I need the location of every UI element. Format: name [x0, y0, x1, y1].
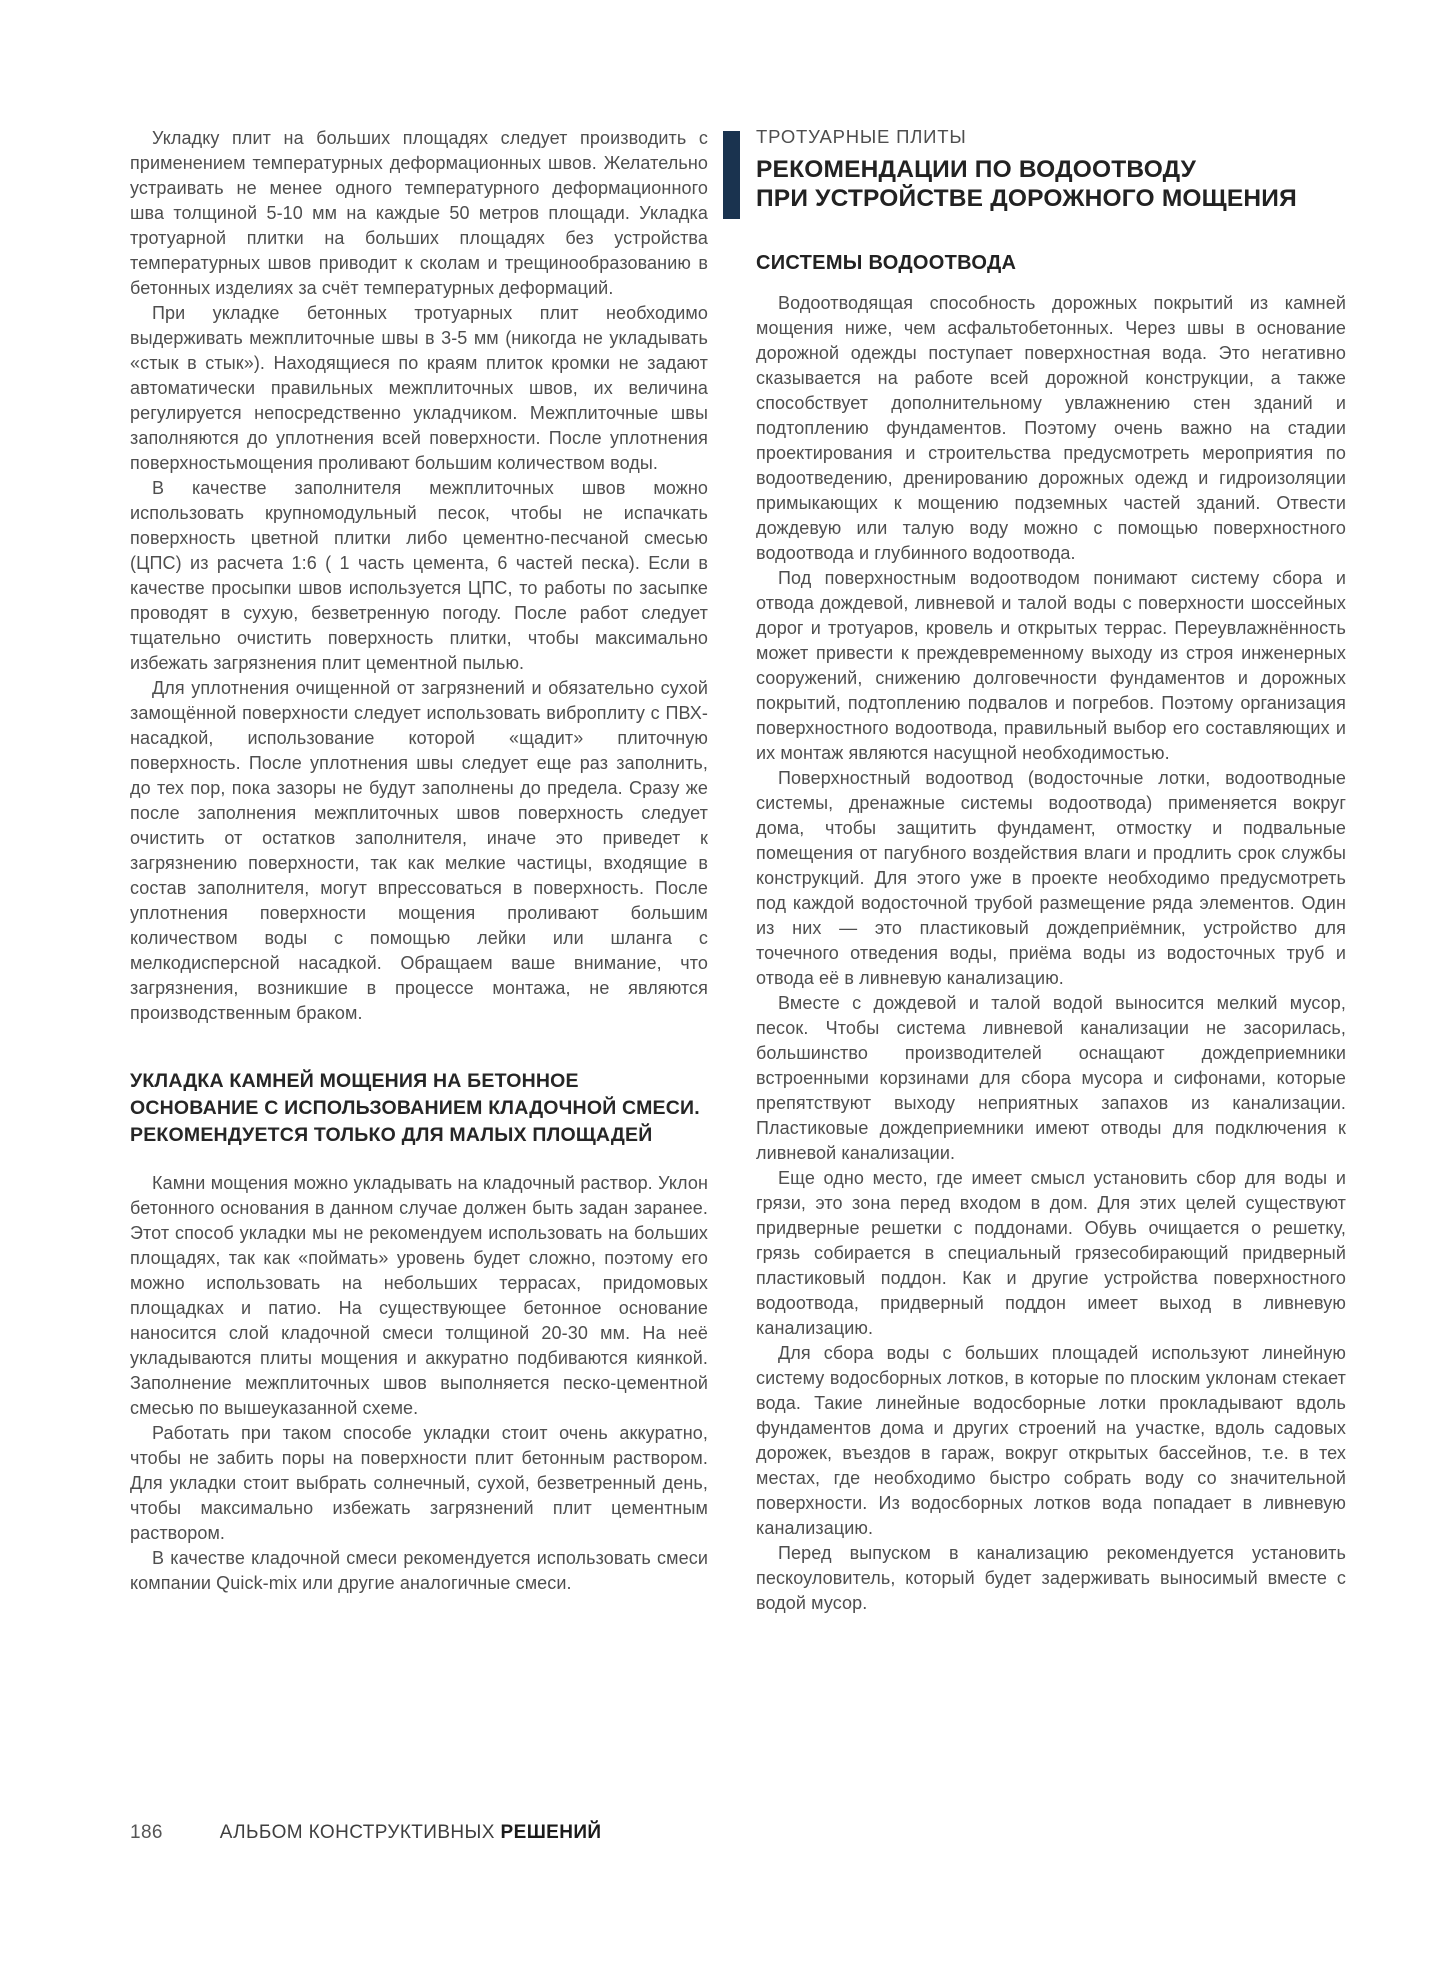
- article-header: [756, 126, 1346, 213]
- footer-book-title-bold: РЕШЕНИЙ: [500, 1822, 602, 1843]
- paragraph: Под поверхностным водоотводом понимают систему сбора и отвода дождевой, ливневой и талой воды с поверхности шоссейных дорог и тротуаров, кровель и открытых террас. Переувлажнённость может привести к преждевременному выходу из строя инженерных сооружений, снижению долговечности фундаментов и дорожных покрытий, подтоплению подвалов и погребов. Поэтому организация поверхностного водоотвода, правильный выбор его составляющих и их монтаж являются насущной необходимостью.: [756, 568, 1346, 763]
- subheading-line: УКЛАДКА КАМНЕЙ МОЩЕНИЯ НА БЕТОННОЕ: [130, 1070, 579, 1092]
- paragraph: Вместе с дождевой и талой водой выносится мелкий мусор, песок. Чтобы система ливневой канализации не засорилась, большинство производителей оснащают дождеприемники встроенными корзинами для сбора мусора и сифонами, которые препятствуют выходу неприятных запахов из канализации. Пластиковые дождеприемники имеют отводы для подключения к ливневой канализации.: [756, 993, 1346, 1163]
- article-title: [756, 155, 1346, 213]
- left-column: [130, 126, 708, 1596]
- section-heading: СИСТЕМЫ ВОДООТВОДА: [756, 252, 1017, 274]
- paragraph: При укладке бетонных тротуарных плит необходимо выдерживать межплиточные швы в 3-5 мм (никогда не укладывать «стык в стык»). Находящиеся по краям плиток кромки не задают автоматически правильных межплиточных швов, их величина регулируется непосредственно укладчиком. Межплиточные швы заполняются до уплотнения всей поверхности. После уплотнения поверхностьмощения проливают большим количеством воды.: [130, 303, 708, 473]
- paragraph: Работать при таком способе укладки стоит очень аккуратно, чтобы не забить поры на поверхности плит бетонным раствором. Для укладки стоит выбрать солнечный, сухой, безветренный день, чтобы максимально избежать загрязнений плит цементным раствором.: [130, 1423, 708, 1543]
- paragraph: Перед выпуском в канализацию рекомендуется установить пескоуловитель, который будет задерживать выносимый вместе с водой мусор.: [756, 1543, 1346, 1613]
- subheading-line: ОСНОВАНИЕ С ИСПОЛЬЗОВАНИЕМ КЛАДОЧНОЙ СМЕСИ.: [130, 1097, 700, 1119]
- paragraph: Для сбора воды с больших площадей используют линейную систему водосборных лотков, в которые по плоским уклонам стекает вода. Такие линейные водосборные лотки прокладывают вдоль фундаментов дома и других строений на участке, вдоль садовых дорожек, въездов в гараж, вокруг открытых бассейнов, т.е. в тех местах, где необходимо быстро собрать воду со значительной поверхности. Из водосборных лотков вода попадает в ливневую канализацию.: [756, 1343, 1346, 1538]
- paragraph: Поверхностный водоотвод (водосточные лотки, водоотводные системы, дренажные системы водоотвода) применяется вокруг дома, чтобы защитить фундамент, отмостку и подвальные помещения от пагубного воздействия влаги и продлить срок службы конструкций. Для этого уже в проекте необходимо предусмотреть под каждой водосточной трубой размещение ряда элементов. Один из них — это пластиковый дождеприёмник, устройство для точечного отведения воды, приёма воды из водосточных труб и отвода её в ливневую канализацию.: [756, 768, 1346, 988]
- title-line: ПРИ УСТРОЙСТВЕ ДОРОЖНОГО МОЩЕНИЯ: [756, 185, 1297, 212]
- page-number: 186: [130, 1822, 163, 1843]
- paragraph: В качестве заполнителя межплиточных швов можно использовать крупномодульный песок, чтобы не испачкать поверхность цветной плитки либо цементно-песчаной смесью (ЦПС) из расчета 1:6 ( 1 часть цемента, 6 частей песка). Если в качестве просыпки швов используется ЦПС, то работы по засыпке проводят в сухую, безветренную погоду. После работ следует тщательно очистить поверхность плитки, чтобы максимально избежать загрязнения плит цементной пылью.: [130, 478, 708, 673]
- paragraph: Еще одно место, где имеет смысл установить сбор для воды и грязи, это зона перед входом в дом. Для этих целей существуют придверные решетки с поддонами. Обувь очищается о решетку, грязь собирается в специальный грязесобирающий придверный пластиковый поддон. Как и другие устройства поверхностного водоотвода, придверный поддон имеет выход в ливневую канализацию.: [756, 1168, 1346, 1338]
- paragraph: В качестве кладочной смеси рекомендуется использовать смеси компании Quick-mix или другие аналогичные смеси.: [130, 1548, 708, 1593]
- title-line: РЕКОМЕНДАЦИИ ПО ВОДООТВОДУ: [756, 156, 1197, 183]
- right-column: [756, 126, 1346, 1616]
- accent-bar: [723, 131, 740, 219]
- page-footer: [130, 1822, 602, 1844]
- subheading-line: РЕКОМЕНДУЕТСЯ ТОЛЬКО ДЛЯ МАЛЫХ ПЛОЩАДЕЙ: [130, 1124, 653, 1146]
- footer-book-title: АЛЬБОМ КОНСТРУКТИВНЫХ: [219, 1822, 495, 1843]
- paragraph: Укладку плит на больших площадях следует производить с применением температурных деформационных швов. Желательно устраивать не менее одного температурного деформационного шва толщиной 5-10 мм на каждые 50 метров площади. Укладка тротуарной плитки на больших площадях без устройства температурных швов приводит к сколам и трещинообразованию в бетонных изделиях за счёт температурных деформаций.: [130, 128, 708, 298]
- paragraph: Камни мощения можно укладывать на кладочный раствор. Уклон бетонного основания в данном случае должен быть задан заранее. Этот способ укладки мы не рекомендуем использовать на больших площадях, так как «поймать» уровень будет сложно, поэтому его можно использовать на небольших террасах, придомовых площадках и патио. На существующее бетонное основание наносится слой кладочной смеси толщиной 20-30 мм. На неё укладываются плиты мощения и аккуратно подбиваются киянкой. Заполнение межплиточных швов выполняется песко-цементной смесью по вышеуказанной схеме.: [130, 1173, 708, 1418]
- article-kicker: ТРОТУАРНЫЕ ПЛИТЫ: [756, 126, 967, 147]
- left-subheading: [130, 1068, 708, 1149]
- paragraph: Водоотводящая способность дорожных покрытий из камней мощения ниже, чем асфальтобетонных. Через швы в основание дорожной одежды поступает поверхностная вода. Это негативно сказывается на работе всей дорожной конструкции, а также способствует дополнительному увлажнению стен зданий и подтоплению фундаментов. Поэтому очень важно на стадии проектирования и строительства предусмотреть мероприятия по водоотведению, дренированию дорожных одежд и гидроизоляции примыкающих к мощению подземных частей зданий. Отвести дождевую или талую воду можно с помощью поверхностного водоотвода и глубинного водоотвода.: [756, 293, 1346, 563]
- paragraph: Для уплотнения очищенной от загрязнений и обязательно сухой замощённой поверхности следует использовать виброплиту с ПВХ-насадкой, использование которой «щадит» плиточную поверхность. После уплотнения швы следует еще раз заполнить, до тех пор, пока зазоры не будут заполнены до предела. Сразу же после заполнения межплиточных швов поверхность следует очистить от остатков заполнителя, иначе это приведет к загрязнению поверхности, так как мелкие частицы, входящие в состав заполнителя, могут впрессоваться в поверхность. После уплотнения поверхности мощения проливают большим количеством воды с помощью лейки или шланга с мелкодисперсной насадкой. Обращаем ваше внимание, что загрязнения, возникшие в процессе монтажа, не являются производственным браком.: [130, 678, 708, 1023]
